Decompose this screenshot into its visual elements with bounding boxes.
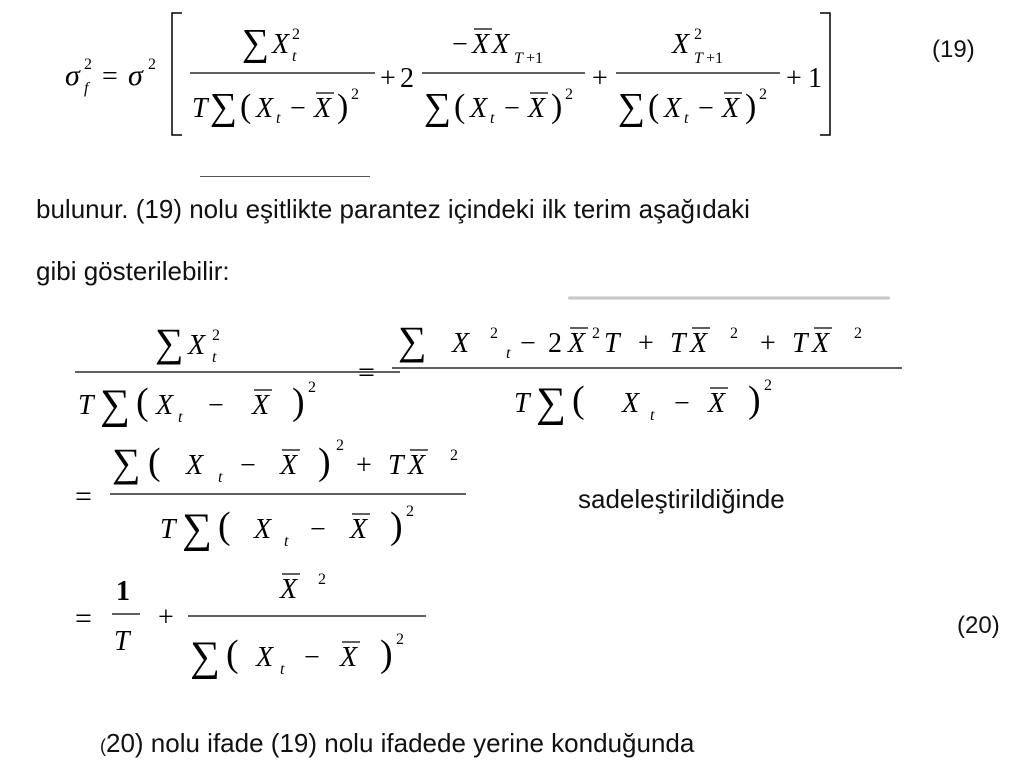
svg-text:∑: ∑: [190, 634, 220, 680]
svg-text:X: X: [280, 574, 298, 605]
svg-text:2: 2: [694, 26, 702, 43]
svg-text:−: −: [504, 93, 520, 124]
equation-19: [60, 5, 860, 140]
svg-text:(: (: [572, 379, 585, 421]
svg-text:(: (: [218, 505, 231, 547]
svg-text:+: +: [356, 450, 372, 481]
svg-text:∑: ∑: [210, 86, 238, 128]
svg-text:): ): [390, 505, 403, 547]
svg-text:T: T: [514, 50, 523, 67]
side-note-simplified: sadeleştirildiğinde: [578, 484, 785, 514]
svg-text:∑: ∑: [182, 506, 212, 552]
svg-text:∑: ∑: [424, 86, 452, 128]
svg-text:∑: ∑: [398, 318, 427, 363]
svg-text:T: T: [78, 390, 94, 421]
svg-text:X: X: [188, 330, 206, 361]
svg-text:X: X: [252, 390, 270, 421]
svg-text:T: T: [192, 93, 208, 124]
equation-19-svg: [60, 5, 860, 140]
svg-text:2: 2: [854, 325, 862, 342]
bottom-line: [100, 728, 694, 759]
svg-text:2: 2: [565, 86, 573, 103]
svg-text:T: T: [514, 388, 530, 419]
svg-text:t: t: [218, 469, 223, 486]
svg-text:−: −: [310, 514, 326, 545]
svg-text:T: T: [670, 328, 686, 359]
svg-text:=: =: [102, 61, 118, 92]
svg-text:X: X: [186, 450, 204, 481]
svg-text:t: t: [650, 407, 655, 424]
svg-text:+: +: [158, 602, 174, 633]
svg-text:): ): [551, 88, 563, 125]
svg-text:−: −: [674, 388, 690, 419]
svg-text:+1: +1: [706, 50, 724, 67]
svg-text:=: =: [75, 480, 92, 513]
svg-text:∑: ∑: [100, 382, 130, 428]
svg-text:(: (: [648, 88, 660, 125]
svg-text:X: X: [452, 328, 470, 359]
svg-text:=: =: [75, 602, 92, 635]
svg-text:X: X: [256, 642, 274, 673]
svg-text:+: +: [760, 328, 776, 359]
svg-text:X: X: [350, 514, 368, 545]
equation-19-number: (19): [932, 36, 975, 63]
equation-20-block: [70, 310, 920, 690]
svg-text:t: t: [284, 533, 289, 550]
svg-text:(: (: [240, 88, 252, 125]
svg-text:X: X: [690, 328, 708, 359]
svg-text:−: −: [698, 93, 714, 124]
svg-text:X: X: [722, 93, 740, 124]
svg-text:2: 2: [351, 86, 359, 103]
svg-text:2: 2: [292, 26, 300, 43]
svg-text:2: 2: [308, 379, 316, 396]
svg-text:X: X: [340, 642, 358, 673]
svg-text:X: X: [664, 93, 682, 124]
svg-text:X: X: [254, 514, 272, 545]
svg-text:2: 2: [212, 327, 220, 344]
svg-text:2: 2: [336, 437, 344, 454]
decorative-shadow-bar: [568, 296, 890, 300]
svg-text:(: (: [136, 381, 149, 423]
equation-20-number: (20): [957, 612, 1000, 639]
svg-text:∑: ∑: [242, 22, 270, 64]
svg-text:σ: σ: [128, 59, 143, 92]
svg-text:+: +: [638, 328, 654, 359]
svg-text:2: 2: [764, 377, 772, 394]
bottom-line-paren: (: [100, 736, 106, 756]
svg-text:σ: σ: [65, 59, 80, 92]
svg-text:2: 2: [730, 325, 738, 342]
svg-text:T: T: [694, 50, 703, 67]
svg-text:−: −: [520, 328, 536, 359]
svg-text:+: +: [380, 63, 396, 94]
svg-text:∑: ∑: [536, 380, 566, 426]
svg-text:X: X: [492, 29, 510, 60]
svg-text:1: 1: [808, 63, 822, 94]
svg-text:T: T: [388, 450, 404, 481]
svg-text:2: 2: [548, 328, 562, 359]
svg-text:2: 2: [396, 631, 404, 648]
svg-text:X: X: [568, 328, 586, 359]
svg-text:t: t: [276, 110, 281, 127]
svg-text:X: X: [472, 29, 490, 60]
svg-text:X: X: [156, 390, 174, 421]
svg-text:T: T: [604, 328, 620, 359]
paragraph-line-2: gibi gösterilebilir:: [36, 256, 230, 286]
svg-text:2: 2: [148, 56, 156, 73]
svg-text:2: 2: [84, 56, 92, 73]
svg-text:−: −: [208, 390, 224, 421]
svg-text:2: 2: [759, 86, 767, 103]
equation-20-svg: [70, 310, 920, 690]
svg-text:T: T: [792, 328, 808, 359]
decorative-rule: [200, 176, 370, 177]
svg-text:X: X: [622, 388, 640, 419]
svg-text:+1: +1: [526, 50, 544, 67]
svg-text:+: +: [786, 63, 802, 94]
svg-text:1: 1: [116, 576, 130, 607]
svg-text:t: t: [490, 110, 495, 127]
svg-text:t: t: [292, 48, 297, 65]
svg-text:X: X: [280, 450, 298, 481]
svg-text:+: +: [592, 63, 608, 94]
svg-text:X: X: [812, 328, 830, 359]
svg-text:∑: ∑: [618, 86, 646, 128]
svg-text:f: f: [84, 80, 89, 97]
svg-text:X: X: [708, 388, 726, 419]
svg-text:X: X: [528, 93, 546, 124]
svg-text:T: T: [160, 514, 176, 545]
svg-text:): ): [380, 633, 393, 675]
svg-text:−: −: [290, 93, 306, 124]
svg-text:X: X: [314, 93, 332, 124]
svg-text:∑: ∑: [112, 440, 141, 485]
svg-text:X: X: [272, 29, 290, 60]
svg-text:X: X: [408, 450, 426, 481]
svg-text:(: (: [454, 88, 466, 125]
svg-text:X: X: [672, 29, 690, 60]
svg-text:): ): [318, 441, 331, 483]
bottom-line-text: 20) nolu ifade (19) nolu ifadede yerine konduğunda: [106, 728, 695, 758]
svg-text:−: −: [240, 450, 256, 481]
svg-text:(: (: [226, 633, 239, 675]
svg-text:−: −: [452, 29, 468, 60]
svg-text:): ): [337, 88, 349, 125]
svg-text:−: −: [304, 642, 320, 673]
svg-text:T: T: [114, 626, 130, 657]
paragraph-line-1: bulunur. (19) nolu eşitlikte parantez içindeki ilk terim aşağıdaki: [36, 194, 750, 224]
svg-text:2: 2: [318, 571, 326, 588]
svg-text:): ): [748, 379, 761, 421]
svg-text:t: t: [280, 661, 285, 678]
svg-text:=: =: [358, 356, 375, 389]
svg-text:2: 2: [406, 503, 414, 520]
svg-text:(: (: [148, 441, 161, 483]
svg-text:2: 2: [592, 325, 600, 342]
svg-text:t: t: [212, 349, 217, 366]
svg-text:): ): [745, 88, 757, 125]
svg-text:2: 2: [490, 325, 498, 342]
svg-text:t: t: [178, 409, 183, 426]
svg-text:2: 2: [400, 63, 414, 94]
svg-text:2: 2: [450, 447, 458, 464]
svg-text:): ): [292, 381, 305, 423]
svg-text:∑: ∑: [155, 320, 184, 365]
svg-text:t: t: [506, 345, 511, 362]
svg-text:X: X: [470, 93, 488, 124]
svg-text:X: X: [256, 93, 274, 124]
svg-text:t: t: [684, 110, 689, 127]
